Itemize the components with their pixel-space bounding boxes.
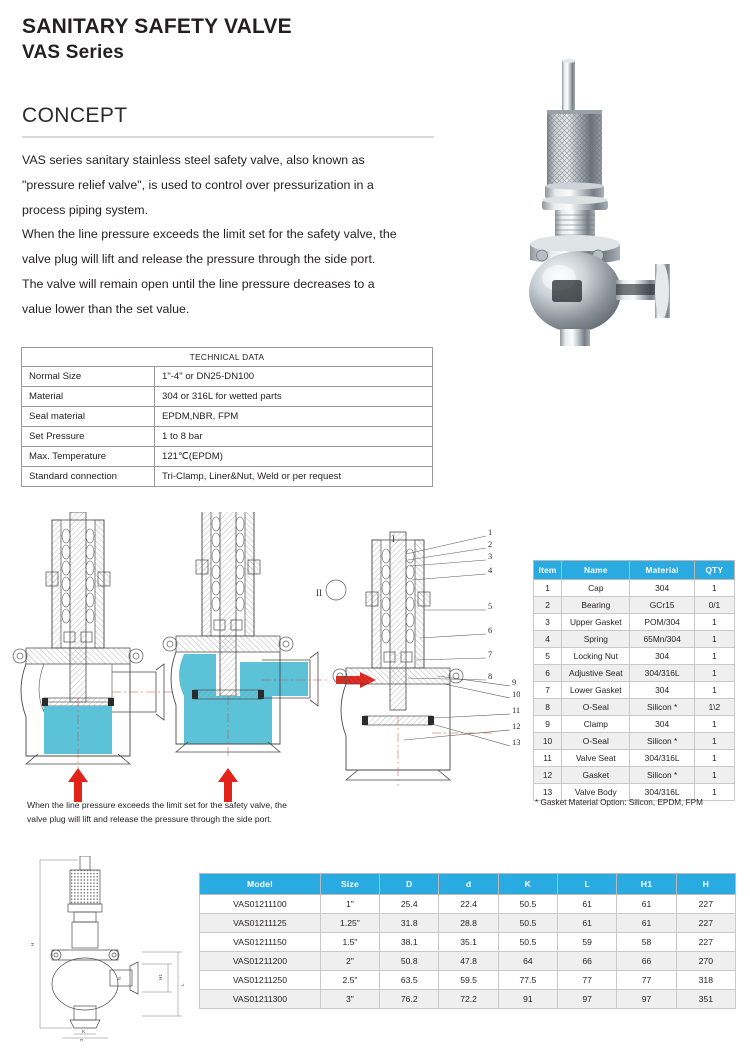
table-row: [534, 648, 735, 665]
model-l: 61: [558, 895, 617, 914]
tech-key: Material: [22, 387, 155, 407]
part-material: Silicon *: [630, 699, 694, 716]
dimension-label-d-major: D: [80, 1038, 84, 1041]
model-d-minor: 35.1: [439, 933, 498, 952]
model-d-major: 38.1: [380, 933, 439, 952]
part-name: Valve Body: [562, 784, 630, 801]
dimension-label-h1: H1: [158, 974, 163, 980]
concept-line: value lower than the set value.: [22, 301, 190, 316]
part-item: 9: [534, 716, 562, 733]
part-material: 304/316L: [630, 665, 694, 682]
part-name: Valve Seat: [562, 750, 630, 767]
part-qty: 1: [694, 665, 734, 682]
model-l: 66: [558, 952, 617, 971]
part-material: 304/316L: [630, 784, 694, 801]
table-row: [534, 597, 735, 614]
part-material: POM/304: [630, 614, 694, 631]
part-name: O-Seal: [562, 699, 630, 716]
dimension-label-d-minor: d: [118, 976, 121, 981]
part-material: 304: [630, 580, 694, 597]
model-size: 2.5": [320, 971, 379, 990]
model-h1: 61: [617, 895, 676, 914]
model-h1: 58: [617, 933, 676, 952]
model-h: 227: [676, 914, 735, 933]
part-name: Bearing: [562, 597, 630, 614]
page-subtitle: VAS Series: [22, 41, 124, 63]
table-row: [200, 952, 736, 971]
tech-key: Max. Temperature: [22, 447, 155, 467]
part-qty: 1: [694, 784, 734, 801]
callout-label-II: II: [316, 588, 322, 598]
concept-heading: CONCEPT: [22, 104, 128, 127]
concept-body: [22, 148, 440, 322]
callout-number: 2: [488, 539, 493, 549]
callout-number: 3: [488, 551, 493, 561]
concept-line: VAS series sanitary stainless steel safety valve, also known as: [22, 153, 365, 167]
part-item: 12: [534, 767, 562, 784]
column-header-h: H: [676, 874, 735, 895]
part-item: 1: [534, 580, 562, 597]
column-header-qty: QTY: [694, 561, 734, 580]
table-row: [22, 367, 433, 387]
part-item: 6: [534, 665, 562, 682]
callout-number: 6: [488, 625, 493, 635]
callout-number: 9: [512, 677, 517, 687]
concept-line: valve plug will lift and release the pressure through the side port.: [22, 252, 376, 267]
table-row: [22, 407, 433, 427]
part-name: Spring: [562, 631, 630, 648]
model-h: 270: [676, 952, 735, 971]
column-header-d-minor: d: [439, 874, 498, 895]
model-d-minor: 59.5: [439, 971, 498, 990]
column-header-k: K: [498, 874, 557, 895]
model-h: 227: [676, 895, 735, 914]
table-row: [534, 750, 735, 767]
part-item: 13: [534, 784, 562, 801]
model-h: 227: [676, 933, 735, 952]
model-l: 77: [558, 971, 617, 990]
model-d-major: 25.4: [380, 895, 439, 914]
part-material: GCr15: [630, 597, 694, 614]
model-size: 3": [320, 990, 379, 1009]
column-header-size: Size: [320, 874, 379, 895]
table-row: [534, 699, 735, 716]
model-code: VAS01211125: [200, 914, 321, 933]
part-qty: 1: [694, 614, 734, 631]
product-photo: [512, 48, 742, 348]
part-qty: 1: [694, 631, 734, 648]
technical-data-title: TECHNICAL DATA: [22, 348, 433, 367]
model-d-major: 31.8: [380, 914, 439, 933]
table-row: [200, 971, 736, 990]
callout-number: 7: [488, 649, 493, 659]
callout-number: 11: [512, 705, 520, 715]
model-k: 50.5: [498, 895, 557, 914]
part-item: 5: [534, 648, 562, 665]
callout-number: 12: [512, 721, 520, 731]
parts-list-table: [533, 560, 735, 801]
part-qty: 1\2: [694, 699, 734, 716]
column-header-h1: H1: [617, 874, 676, 895]
table-row: [200, 933, 736, 952]
callout-number: 4: [488, 565, 493, 575]
concept-line: "pressure relief valve", is used to control over pressurization in a: [22, 177, 374, 192]
gasket-material-note: * Gasket Material Option: Silicon, EPDM, FPM: [535, 798, 703, 807]
concept-line: process piping system.: [22, 202, 149, 217]
tech-value: Tri-Clamp, Liner&Nut, Weld or per request: [155, 467, 433, 487]
tech-value: EPDM,NBR, FPM: [155, 407, 433, 427]
part-qty: 1: [694, 733, 734, 750]
model-l: 97: [558, 990, 617, 1009]
model-k: 50.5: [498, 914, 557, 933]
part-qty: 1: [694, 767, 734, 784]
part-material: 304: [630, 682, 694, 699]
dimension-label-h: H: [30, 942, 35, 946]
table-row: [22, 467, 433, 487]
table-row: [534, 614, 735, 631]
part-material: Silicon *: [630, 733, 694, 750]
table-row: [534, 716, 735, 733]
cross-section-diagrams: [0, 512, 520, 812]
part-name: O-Seal: [562, 733, 630, 750]
table-row: [534, 682, 735, 699]
part-qty: 1: [694, 648, 734, 665]
dimension-label-k: K: [82, 1029, 86, 1034]
callout-number: 1: [488, 527, 493, 537]
model-code: VAS01211100: [200, 895, 321, 914]
model-d-minor: 72.2: [439, 990, 498, 1009]
part-name: Upper Gasket: [562, 614, 630, 631]
tech-value: 304 or 316L for wetted parts: [155, 387, 433, 407]
model-code: VAS01211200: [200, 952, 321, 971]
table-row: [22, 387, 433, 407]
part-name: Lower Gasket: [562, 682, 630, 699]
caption-line: When the line pressure exceeds the limit set for the safety valve, the: [27, 800, 287, 810]
model-d-minor: 28.8: [439, 914, 498, 933]
table-row: [22, 348, 433, 367]
table-row: [22, 447, 433, 467]
part-material: Silicon *: [630, 767, 694, 784]
part-material: 304: [630, 648, 694, 665]
table-row: [534, 767, 735, 784]
table-row: [534, 733, 735, 750]
part-material: 304: [630, 716, 694, 733]
callout-number: 13: [512, 737, 520, 747]
part-name: Adjustive Seat: [562, 665, 630, 682]
model-k: 91: [498, 990, 557, 1009]
table-row: [534, 631, 735, 648]
part-material: 304/316L: [630, 750, 694, 767]
diagram-caption: [27, 798, 357, 826]
concept-divider: [22, 136, 434, 138]
model-k: 77.5: [498, 971, 557, 990]
model-h: 351: [676, 990, 735, 1009]
caption-line: valve plug will lift and release the pressure through the side port.: [27, 814, 273, 825]
callout-number: 5: [488, 601, 493, 611]
tech-value: 121℃(EPDM): [155, 447, 433, 467]
concept-line: When the line pressure exceeds the limit set for the safety valve, the: [22, 227, 397, 242]
tech-key: Normal Size: [22, 367, 155, 387]
column-header-material: Material: [630, 561, 694, 580]
model-d-major: 63.5: [380, 971, 439, 990]
tech-value: 1 to 8 bar: [155, 427, 433, 447]
model-size: 1.5": [320, 933, 379, 952]
dimension-label-l: L: [180, 983, 185, 986]
model-k: 50.5: [498, 933, 557, 952]
page-title: SANITARY SAFETY VALVE: [22, 15, 292, 38]
table-row: [200, 990, 736, 1009]
model-code: VAS01211250: [200, 971, 321, 990]
table-row: [534, 665, 735, 682]
tech-key: Set Pressure: [22, 427, 155, 447]
part-qty: 1: [694, 682, 734, 699]
model-code: VAS01211150: [200, 933, 321, 952]
part-name: Gasket: [562, 767, 630, 784]
tech-key: Standard connection: [22, 467, 155, 487]
callout-number: 8: [488, 671, 493, 681]
model-size: 2": [320, 952, 379, 971]
model-h1: 61: [617, 914, 676, 933]
tech-key: Seal material: [22, 407, 155, 427]
model-h1: 77: [617, 971, 676, 990]
model-size: 1": [320, 895, 379, 914]
model-d-major: 50.8: [380, 952, 439, 971]
part-item: 8: [534, 699, 562, 716]
model-h1: 97: [617, 990, 676, 1009]
part-item: 11: [534, 750, 562, 767]
column-header-name: Name: [562, 561, 630, 580]
column-header-l: L: [558, 874, 617, 895]
table-header-row: [534, 561, 735, 580]
column-header-item: Item: [534, 561, 562, 580]
model-l: 59: [558, 933, 617, 952]
model-code: VAS01211300: [200, 990, 321, 1009]
model-dimensions-table: [199, 873, 736, 1009]
model-size: 1.25": [320, 914, 379, 933]
part-item: 2: [534, 597, 562, 614]
part-material: 65Mn/304: [630, 631, 694, 648]
part-qty: 1: [694, 716, 734, 733]
model-h1: 66: [617, 952, 676, 971]
part-qty: 1: [694, 580, 734, 597]
model-d-major: 76.2: [380, 990, 439, 1009]
model-d-minor: 47.8: [439, 952, 498, 971]
page-header: [22, 14, 492, 65]
table-row: [534, 580, 735, 597]
part-item: 10: [534, 733, 562, 750]
part-qty: 0/1: [694, 597, 734, 614]
table-header-row: [200, 874, 736, 895]
callout-number: 10: [512, 689, 520, 699]
part-name: Cap: [562, 580, 630, 597]
part-name: Locking Nut: [562, 648, 630, 665]
part-item: 4: [534, 631, 562, 648]
concept-line: The valve will remain open until the line pressure decreases to a: [22, 277, 375, 292]
model-l: 61: [558, 914, 617, 933]
table-row: [200, 895, 736, 914]
part-item: 3: [534, 614, 562, 631]
dimension-drawing: [22, 856, 197, 1041]
part-item: 7: [534, 682, 562, 699]
technical-data-table: [21, 347, 433, 487]
part-name: Clamp: [562, 716, 630, 733]
tech-value: 1"-4" or DN25-DN100: [155, 367, 433, 387]
part-qty: 1: [694, 750, 734, 767]
table-row: [22, 427, 433, 447]
table-row: [200, 914, 736, 933]
column-header-model: Model: [200, 874, 321, 895]
model-h: 318: [676, 971, 735, 990]
model-d-minor: 22.4: [439, 895, 498, 914]
model-k: 64: [498, 952, 557, 971]
column-header-d-major: D: [380, 874, 439, 895]
